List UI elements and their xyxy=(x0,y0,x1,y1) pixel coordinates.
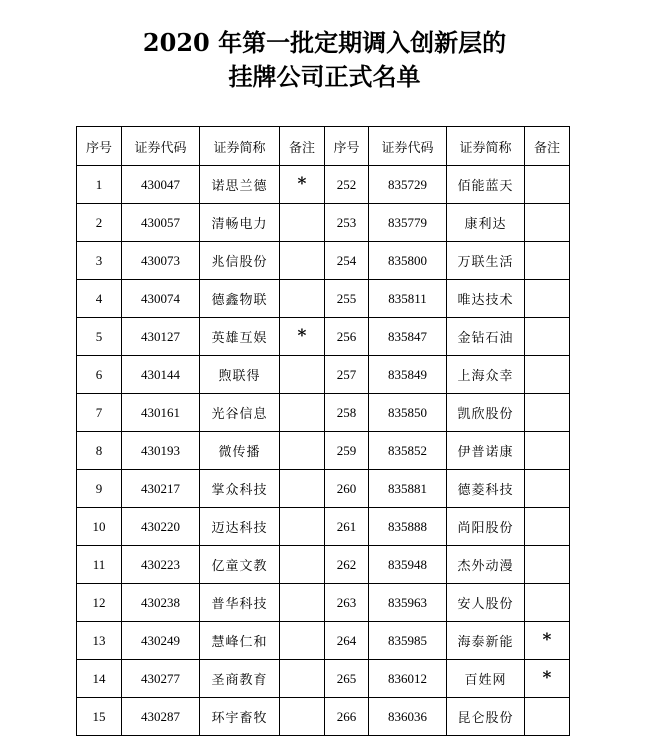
left-seq-value: 6 xyxy=(95,366,103,382)
right-name-value: 唯达技术 xyxy=(457,293,514,308)
right-note-cell xyxy=(525,242,570,280)
left-name-cell xyxy=(200,166,280,204)
table-row xyxy=(77,432,570,470)
right-name-value: 金钻石油 xyxy=(457,331,514,346)
left-code-value: 430220 xyxy=(141,518,180,534)
right-code-value: 835985 xyxy=(388,632,427,648)
left-name-value: 光谷信息 xyxy=(211,407,268,422)
right-code-value: 835963 xyxy=(388,594,427,610)
left-seq-value: 11 xyxy=(92,556,106,572)
right-name-value: 杰外动漫 xyxy=(457,559,514,574)
left-note-cell xyxy=(280,698,325,736)
table-row xyxy=(77,546,570,584)
left-name-value: 圣商教育 xyxy=(211,673,268,688)
right-seq-cell xyxy=(325,546,369,584)
right-name-value: 尚阳股份 xyxy=(457,521,514,536)
left-name-value: 德鑫物联 xyxy=(211,293,268,308)
left-note-cell xyxy=(280,584,325,622)
right-note-cell xyxy=(525,698,570,736)
right-code-value: 835811 xyxy=(388,290,427,306)
right-code-value: 836036 xyxy=(388,708,427,724)
right-note-cell xyxy=(525,584,570,622)
right-name-cell xyxy=(447,394,525,432)
table-row xyxy=(77,394,570,432)
right-code-value: 835779 xyxy=(388,214,427,230)
right-seq-value: 254 xyxy=(336,252,357,268)
right-seq-value: 253 xyxy=(336,214,357,230)
header-name-left: 证券简称 xyxy=(200,127,280,166)
left-note-cell xyxy=(280,432,325,470)
right-code-value: 835888 xyxy=(388,518,427,534)
left-name-value: 环宇畜牧 xyxy=(211,711,268,726)
left-note-cell xyxy=(280,622,325,660)
left-seq-value: 15 xyxy=(92,708,106,724)
left-note-cell xyxy=(280,280,325,318)
right-name-cell xyxy=(447,660,525,698)
left-name-cell xyxy=(200,242,280,280)
left-name-cell xyxy=(200,698,280,736)
left-code-cell xyxy=(122,508,200,546)
left-seq-cell xyxy=(77,166,122,204)
header-code-right: 证券代码 xyxy=(369,127,447,166)
left-name-cell xyxy=(200,432,280,470)
left-seq-value: 4 xyxy=(95,290,103,306)
right-name-cell xyxy=(447,546,525,584)
right-code-cell xyxy=(369,166,447,204)
right-seq-value: 266 xyxy=(336,708,357,724)
left-code-cell xyxy=(122,660,200,698)
right-name-value: 安人股份 xyxy=(457,597,514,612)
left-name-value: 清畅电力 xyxy=(211,217,268,232)
table-header-row xyxy=(77,127,570,166)
document-title-line-2: 挂牌公司正式名单 xyxy=(228,62,421,91)
left-seq-cell xyxy=(77,584,122,622)
right-name-value: 万联生活 xyxy=(457,255,514,270)
right-name-cell xyxy=(447,318,525,356)
left-note-cell xyxy=(280,470,325,508)
header-note-left: 备注 xyxy=(280,127,325,166)
left-name-value: 兆信股份 xyxy=(211,255,268,270)
left-code-cell xyxy=(122,280,200,318)
left-seq-value: 2 xyxy=(95,214,103,230)
left-seq-value: 7 xyxy=(95,404,103,420)
right-seq-cell xyxy=(325,394,369,432)
left-name-cell xyxy=(200,356,280,394)
left-seq-value: 5 xyxy=(95,328,103,344)
left-name-cell xyxy=(200,622,280,660)
table-row xyxy=(77,584,570,622)
right-code-value: 836012 xyxy=(388,670,427,686)
right-code-cell xyxy=(369,584,447,622)
right-note-cell xyxy=(525,508,570,546)
left-name-value: 微传播 xyxy=(218,445,261,460)
left-name-value: 煦联得 xyxy=(218,369,261,384)
left-code-cell xyxy=(122,166,200,204)
table-row xyxy=(77,280,570,318)
left-seq-cell xyxy=(77,470,122,508)
left-name-value: 迈达科技 xyxy=(211,521,268,536)
left-seq-cell xyxy=(77,698,122,736)
right-code-value: 835800 xyxy=(388,252,427,268)
right-seq-value: 252 xyxy=(336,176,357,192)
right-name-value: 佰能蓝天 xyxy=(457,179,514,194)
right-code-cell xyxy=(369,508,447,546)
left-seq-value: 12 xyxy=(92,594,106,610)
right-note-value: * xyxy=(542,668,552,688)
right-code-cell xyxy=(369,622,447,660)
right-seq-value: 259 xyxy=(336,442,357,458)
left-seq-value: 3 xyxy=(95,252,103,268)
right-name-value: 百姓网 xyxy=(464,673,507,688)
table-row xyxy=(77,318,570,356)
left-code-value: 430193 xyxy=(141,442,180,458)
table-row xyxy=(77,166,570,204)
right-code-cell xyxy=(369,546,447,584)
left-name-value: 诺思兰德 xyxy=(211,179,268,194)
right-name-cell xyxy=(447,242,525,280)
right-code-cell xyxy=(369,280,447,318)
left-seq-value: 10 xyxy=(92,518,106,534)
left-code-cell xyxy=(122,356,200,394)
left-seq-value: 13 xyxy=(92,632,106,648)
left-name-value: 普华科技 xyxy=(211,597,268,612)
right-note-cell xyxy=(525,318,570,356)
left-code-value: 430073 xyxy=(141,252,180,268)
left-note-cell xyxy=(280,318,325,356)
right-seq-value: 255 xyxy=(336,290,357,306)
right-name-value: 上海众幸 xyxy=(457,369,514,384)
table-row xyxy=(77,508,570,546)
right-code-value: 835852 xyxy=(388,442,427,458)
left-seq-value: 1 xyxy=(95,176,103,192)
right-code-cell xyxy=(369,432,447,470)
right-note-cell xyxy=(525,356,570,394)
right-name-value: 凯欣股份 xyxy=(457,407,514,422)
header-seq-left: 序号 xyxy=(77,127,122,166)
table-row xyxy=(77,470,570,508)
right-note-value: * xyxy=(542,630,552,650)
left-code-value: 430127 xyxy=(141,328,180,344)
left-code-cell xyxy=(122,394,200,432)
right-code-value: 835729 xyxy=(388,176,427,192)
right-code-value: 835948 xyxy=(388,556,427,572)
left-note-cell xyxy=(280,204,325,242)
left-seq-cell xyxy=(77,356,122,394)
right-note-cell xyxy=(525,660,570,698)
company-list-table xyxy=(76,126,570,736)
document-title-line-1: 2020 年第一批定期调入创新层的 xyxy=(142,28,507,57)
left-code-cell xyxy=(122,622,200,660)
left-seq-value: 9 xyxy=(95,480,103,496)
right-code-cell xyxy=(369,242,447,280)
left-name-value: 慧峰仁和 xyxy=(211,635,268,650)
table-row xyxy=(77,660,570,698)
right-seq-value: 261 xyxy=(336,518,357,534)
left-code-cell xyxy=(122,318,200,356)
left-name-value: 英雄互娱 xyxy=(211,331,268,346)
left-code-value: 430047 xyxy=(141,176,180,192)
left-seq-cell xyxy=(77,280,122,318)
right-name-cell xyxy=(447,432,525,470)
right-seq-cell xyxy=(325,242,369,280)
right-note-cell xyxy=(525,394,570,432)
left-note-cell xyxy=(280,394,325,432)
table-row xyxy=(77,698,570,736)
right-code-value: 835881 xyxy=(388,480,427,496)
right-seq-cell xyxy=(325,622,369,660)
right-code-value: 835850 xyxy=(388,404,427,420)
left-name-cell xyxy=(200,470,280,508)
right-code-cell xyxy=(369,394,447,432)
right-seq-value: 263 xyxy=(336,594,357,610)
left-seq-value: 8 xyxy=(95,442,103,458)
left-code-value: 430238 xyxy=(141,594,180,610)
right-seq-value: 262 xyxy=(336,556,357,572)
header-seq-right: 序号 xyxy=(325,127,369,166)
left-code-value: 430287 xyxy=(141,708,180,724)
left-name-cell xyxy=(200,508,280,546)
header-name-right: 证券简称 xyxy=(447,127,525,166)
left-code-cell xyxy=(122,432,200,470)
right-seq-value: 257 xyxy=(336,366,357,382)
right-seq-cell xyxy=(325,470,369,508)
right-note-cell xyxy=(525,432,570,470)
left-seq-cell xyxy=(77,394,122,432)
header-note-right: 备注 xyxy=(525,127,570,166)
left-name-cell xyxy=(200,660,280,698)
right-code-cell xyxy=(369,204,447,242)
right-name-cell xyxy=(447,508,525,546)
left-code-cell xyxy=(122,546,200,584)
right-code-value: 835849 xyxy=(388,366,427,382)
right-seq-value: 256 xyxy=(336,328,357,344)
left-code-cell xyxy=(122,470,200,508)
right-code-value: 835847 xyxy=(388,328,427,344)
right-seq-value: 265 xyxy=(336,670,357,686)
left-code-value: 430161 xyxy=(141,404,180,420)
right-name-cell xyxy=(447,280,525,318)
right-note-cell xyxy=(525,470,570,508)
left-code-value: 430144 xyxy=(141,366,180,382)
left-code-value: 430223 xyxy=(141,556,180,572)
right-seq-cell xyxy=(325,432,369,470)
left-seq-cell xyxy=(77,660,122,698)
left-name-cell xyxy=(200,280,280,318)
right-name-cell xyxy=(447,166,525,204)
right-seq-value: 264 xyxy=(336,632,357,648)
right-name-value: 德菱科技 xyxy=(457,483,514,498)
left-note-value: * xyxy=(297,174,307,194)
right-name-value: 伊普诺康 xyxy=(457,445,514,460)
left-note-cell xyxy=(280,508,325,546)
right-note-cell xyxy=(525,280,570,318)
left-name-value: 亿童文教 xyxy=(211,559,268,574)
left-code-cell xyxy=(122,698,200,736)
right-name-cell xyxy=(447,356,525,394)
left-note-cell xyxy=(280,242,325,280)
right-name-value: 海泰新能 xyxy=(457,635,514,650)
right-seq-cell xyxy=(325,508,369,546)
table-row xyxy=(77,242,570,280)
right-code-cell xyxy=(369,470,447,508)
left-code-value: 430249 xyxy=(141,632,180,648)
right-seq-value: 260 xyxy=(336,480,357,496)
left-note-cell xyxy=(280,546,325,584)
left-name-cell xyxy=(200,204,280,242)
left-seq-cell xyxy=(77,546,122,584)
left-note-cell xyxy=(280,356,325,394)
table-row xyxy=(77,622,570,660)
right-code-cell xyxy=(369,660,447,698)
left-seq-cell xyxy=(77,318,122,356)
right-name-cell xyxy=(447,584,525,622)
right-name-value: 康利达 xyxy=(464,217,507,232)
left-name-cell xyxy=(200,394,280,432)
left-name-value: 掌众科技 xyxy=(211,483,268,498)
right-seq-cell xyxy=(325,698,369,736)
left-name-cell xyxy=(200,318,280,356)
right-seq-cell xyxy=(325,280,369,318)
left-name-cell xyxy=(200,546,280,584)
right-name-cell xyxy=(447,698,525,736)
left-seq-cell xyxy=(77,432,122,470)
left-seq-cell xyxy=(77,242,122,280)
right-note-cell xyxy=(525,204,570,242)
right-seq-cell xyxy=(325,166,369,204)
left-code-value: 430074 xyxy=(141,290,180,306)
left-code-value: 430057 xyxy=(141,214,180,230)
right-code-cell xyxy=(369,356,447,394)
right-seq-cell xyxy=(325,204,369,242)
right-code-cell xyxy=(369,318,447,356)
left-note-cell xyxy=(280,166,325,204)
left-code-cell xyxy=(122,204,200,242)
left-seq-cell xyxy=(77,508,122,546)
left-seq-cell xyxy=(77,622,122,660)
right-note-cell xyxy=(525,166,570,204)
table-row xyxy=(77,356,570,394)
left-code-cell xyxy=(122,242,200,280)
table-row xyxy=(77,204,570,242)
left-seq-cell xyxy=(77,204,122,242)
right-name-value: 昆仑股份 xyxy=(457,711,514,726)
left-name-cell xyxy=(200,584,280,622)
right-seq-cell xyxy=(325,318,369,356)
left-note-cell xyxy=(280,660,325,698)
right-note-cell xyxy=(525,622,570,660)
right-name-cell xyxy=(447,470,525,508)
left-code-cell xyxy=(122,584,200,622)
left-code-value: 430217 xyxy=(141,480,180,496)
right-seq-cell xyxy=(325,356,369,394)
right-seq-value: 258 xyxy=(336,404,357,420)
right-code-cell xyxy=(369,698,447,736)
right-name-cell xyxy=(447,204,525,242)
header-code-left: 证券代码 xyxy=(122,127,200,166)
right-note-cell xyxy=(525,546,570,584)
right-seq-cell xyxy=(325,584,369,622)
left-seq-value: 14 xyxy=(92,670,106,686)
right-seq-cell xyxy=(325,660,369,698)
left-code-value: 430277 xyxy=(141,670,180,686)
left-note-value: * xyxy=(297,326,307,346)
right-name-cell xyxy=(447,622,525,660)
